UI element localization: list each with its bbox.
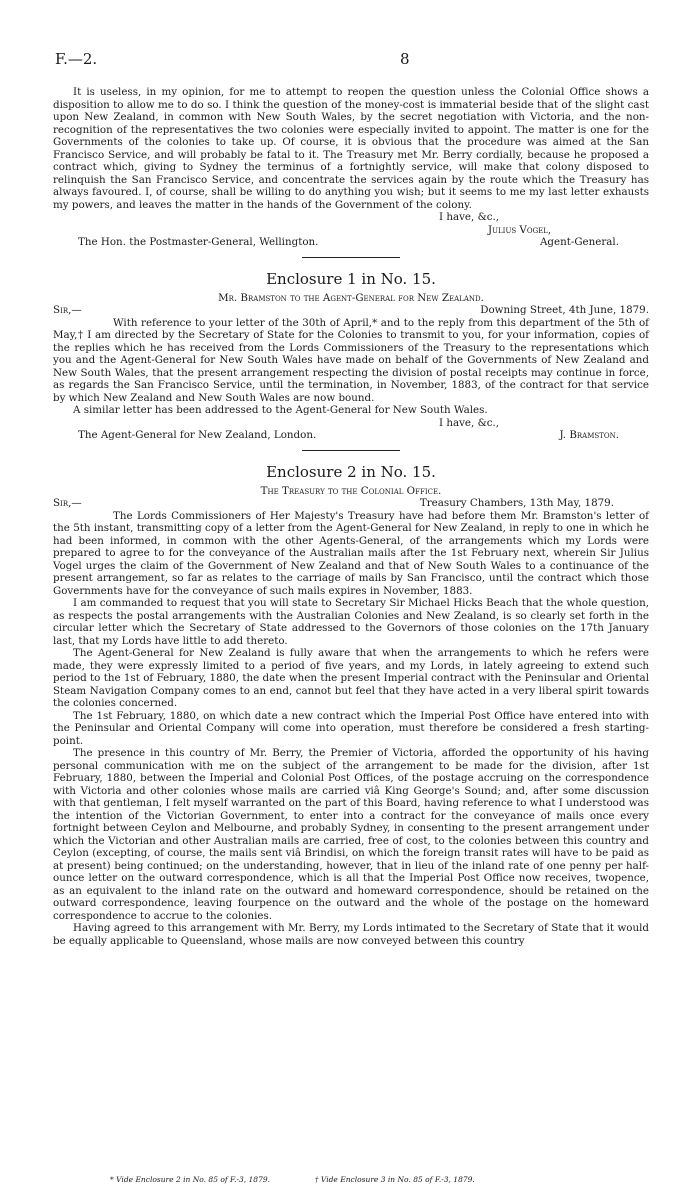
enclosure-1-signature: J. Bramston. (559, 429, 619, 441)
enclosure-2-salutation-line (53, 497, 649, 510)
enclosure-1-body-2: A similar letter has been addressed to the Agent-General for New South Wales. (73, 404, 488, 416)
enclosure-2-paragraph: I am commanded to request that you will state to Secretary Sir Michael Hicks Beach that the whole question, as respects the postal arrangements with the Australian Colonies and New Zealand, is so clearly set forth in the circular letter which the Secretary of State addressed to the Governors of those colonies on the 17th January last, that my Lords have little to add thereto. (53, 597, 649, 647)
letter-closing: I have, &c., (439, 211, 500, 223)
enclosure-1-addressee: The Agent-General for New Zealand, London. (78, 429, 317, 441)
section-divider (302, 450, 400, 451)
page-header (55, 50, 655, 70)
letter-title: Agent-General. (539, 236, 619, 248)
letter-signature: Julius Vogel, (488, 223, 552, 236)
enclosure-1-subheading: Mr. Bramston to the Agent-General for New Zealand. (218, 291, 484, 304)
letter-addressee: The Hon. the Postmaster-General, Wellington. (78, 236, 319, 248)
salutation: Sir,— (53, 304, 82, 316)
footnote-1: * Vide Enclosure 2 in No. 85 of F.-3, 1879. (110, 1175, 270, 1184)
enclosure-2-paragraph: The Agent-General for New Zealand is fully aware that when the arrangements to which he refers were made, they were expressly limited to a period of five years, and my Lords, in lately agreeing to extend such period to the 1st of February, 1880, the date when the present Imperial contract with the Peninsular and Oriental Steam Navigation Company comes to an end, cannot but feel that they have acted in a very liberal spirit towards the colonies concerned. (53, 647, 649, 709)
letter-footer (53, 236, 649, 249)
page-content (53, 86, 649, 947)
letter-body: It is useless, in my opinion, for me to attempt to reopen the question unless the Colonial Office shows a disposition to allow me to do so. I think the question of the money-cost is immaterial beside that of the slight cast upon New Zealand, in common with New South Wales, by the secret negotiation with Victoria, and the non-recognition of the representatives the two colonies were especially invited to appoint. The matter is one for the Governments of the colonies to take up. Of course, it is obvious that the procedure was aimed at the San Francisco Service, and will probably be fatal to it. The Treasury met Mr. Berry cordially, because he proposed a contract which, giving to Sydney the terminus of a fortnightly service, will make that colony disposed to relinquish the San Francisco Service, and concentrate the services again by the route which the Treasury has always favoured. I, of course, shall be willing to do anything you wish; but it seems to me my last letter exhausts my powers, and leaves the matter in the hands of the Government of the colony. (53, 86, 649, 211)
page-number: 8 (400, 50, 410, 68)
enclosure-1-closing: I have, &c., (439, 416, 500, 429)
salutation: Sir,— (53, 497, 82, 509)
enclosure-1-footer (53, 429, 649, 442)
document-reference: F.—2. (55, 50, 98, 68)
enclosure-2-paragraph: Having agreed to this arrangement with Mr. Berry, my Lords intimated to the Secretary of State that it would be equally applicable to Queensland, whose mails are now conveyed between this country (53, 922, 649, 947)
footnotes (110, 1175, 475, 1184)
section-divider (302, 257, 400, 258)
enclosure-2-paragraph: The 1st February, 1880, on which date a new contract which the Imperial Post Office have entered into with the Peninsular and Oriental Company will come into operation, must therefore be considered a fresh starting-point. (53, 709, 649, 747)
enclosure-2-paragraph: The presence in this country of Mr. Berry, the Premier of Victoria, afforded the opportunity of his having personal communication with me on the subject of the arrangement to be made for the division, after 1st February, 1880, between the Imperial and Colonial Post Offices, of the postage accruing on the correspondence with Victoria and other colonies whose mails are carried viâ King George's Sound; and, after some discussion with that gentleman, I felt myself warranted on the part of this Board, having reference to what I understood was the intention of the Victorian Government, to enter into a contract for the conveyance of mails once every fortnight between Ceylon and Melbourne, and probably Sydney, in consenting to the present arrangement under which the Victorian and other Australian mails are carried, free of cost, to the colonies between this country and Ceylon (excepting, of course, the mails sent viâ Brindisi, on which the foreign transit rates will have to be paid as at present) being continued; on the understanding, however, that in lieu of the inland rate of one penny per half-ounce letter on the outward correspondence, which is all that the Imperial Post Office now receives, twopence, as an equivalent to the inland rate on the outward and homeward correspondence, should be retained on the outward correspondence, leaving fourpence on the outward and the whole of the postage on the homeward correspondence to accrue to the colonies. (53, 747, 649, 922)
place-date: Downing Street, 4th June, 1879. (480, 304, 649, 316)
enclosure-2-heading: Enclosure 2 in No. 15. (266, 462, 436, 481)
place-date: Treasury Chambers, 13th May, 1879. (419, 497, 614, 509)
enclosure-1-heading: Enclosure 1 in No. 15. (266, 269, 436, 288)
enclosure-2-paragraph: The Lords Commissioners of Her Majesty's Treasury have had before them Mr. Bramston's letter of the 5th instant, transmitting copy of a letter from the Agent-General for New Zealand, in reply to one in which he had been informed, in common with the other Agents-General, of the arrangements which my Lords were prepared to agree to for the conveyance of the Australian mails after the 1st February next, wherein Sir Julius Vogel urges the claim of the Government of New Zealand and that of New South Wales to a continuance of the present arrangement, so far as relates to the carriage of mails by San Francisco, until the contract which those Governments have for the conveyance of such mails expires in November, 1883. (53, 509, 649, 597)
enclosure-1-body: With reference to your letter of the 30th of April,* and to the reply from this department of the 5th of May,† I am directed by the Secretary of State for the Colonies to transmit to you, for your information, copies of the replies which he has received from the Lords Commissioners of the Treasury to the representations which you and the Agent-General for New South Wales have made on behalf of the Governments of New Zealand and New South Wales, that the present arrangement respecting the division of postal receipts may continue in force, as regards the San Francisco Service, until the termination, in November, 1883, of the contract for that service by which New Zealand and New South Wales are now bound. (53, 316, 649, 404)
footnote-2: † Vide Enclosure 3 in No. 85 of F.-3, 1879. (314, 1175, 475, 1184)
enclosure-1-salutation-line (53, 304, 649, 317)
enclosure-2-subheading: The Treasury to the Colonial Office. (260, 484, 442, 497)
